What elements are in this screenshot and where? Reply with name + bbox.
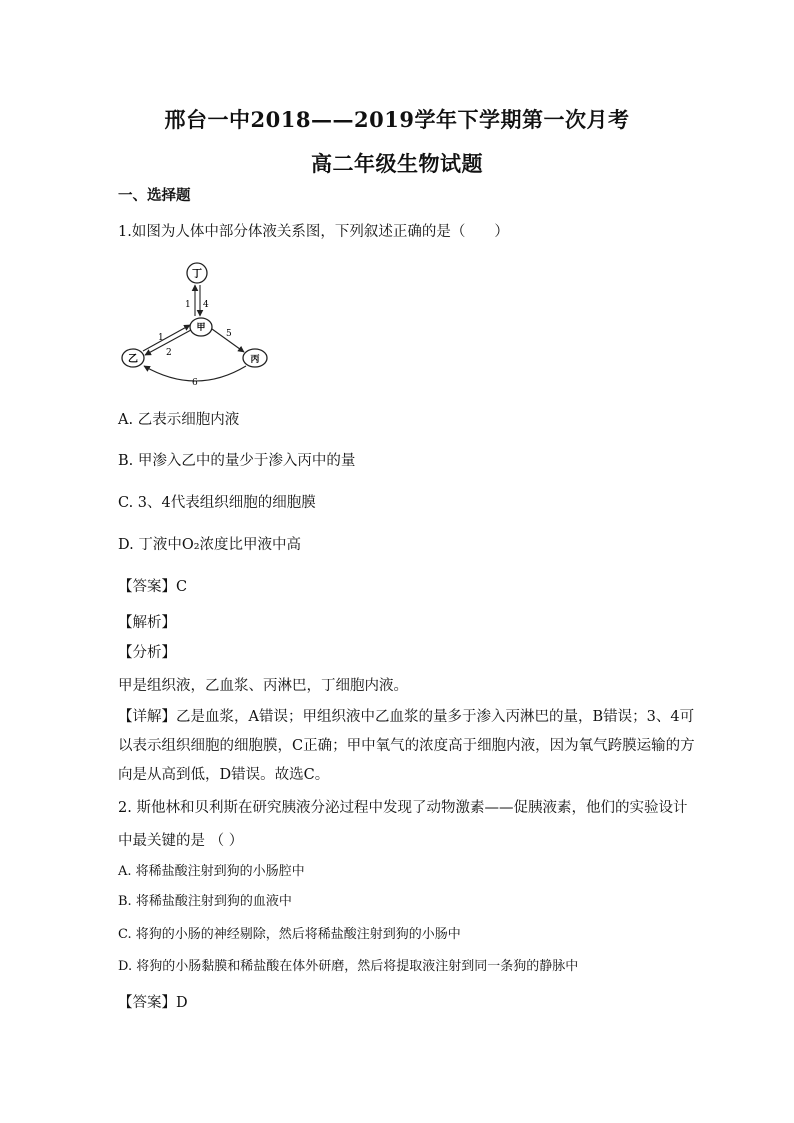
exam-subtitle: 高二年级生物试题 [311, 151, 483, 176]
q2-stem-line1: 2. 斯他林和贝利斯在研究胰液分泌过程中发现了动物激素——促胰液素，他们的实验设计 [118, 800, 688, 816]
arrow-5-label: 5 [226, 329, 232, 339]
node-yi [122, 349, 144, 367]
node-jia-label: 甲 [196, 323, 206, 333]
node-ding [187, 263, 207, 283]
arrow-3-label: 1 [185, 300, 191, 310]
q2-option-d: D. 将狗的小肠黏膜和稀盐酸在体外研磨，然后将提取液注射到同一条狗的静脉中 [118, 959, 579, 974]
q1-analysis-text: 甲是组织液，乙血浆、丙淋巴，丁细胞内液。 [118, 678, 408, 694]
q2-option-a: A. 将稀盐酸注射到狗的小肠腔中 [118, 864, 305, 879]
q1-option-c: C. 3、4代表组织细胞的细胞膜 [118, 495, 316, 511]
arrow-2-label: 2 [166, 348, 172, 358]
arrow-6-label: 6 [192, 378, 198, 388]
q2-option-c: C. 将狗的小肠的神经剔除，然后将稀盐酸注射到狗的小肠中 [118, 927, 461, 942]
section-heading: 一、选择题 [118, 187, 191, 204]
q2-stem-line2: 中最关键的是 （ ） [118, 833, 244, 849]
node-jia [190, 318, 212, 336]
q2-option-b: B. 将稀盐酸注射到狗的血液中 [118, 894, 292, 909]
arrow-1-label: 1 [158, 333, 164, 343]
exam-title: 邢台一中2018——2019学年下学期第一次月考 [164, 107, 630, 132]
q1-option-b: B. 甲渗入乙中的量少于渗入丙中的量 [118, 453, 356, 469]
arrow-4-label: 4 [203, 300, 209, 310]
node-bing-label: 丙 [250, 355, 260, 365]
node-bing [243, 349, 267, 367]
body-fluid-diagram [116, 258, 276, 388]
q2-answer: 【答案】D [118, 995, 188, 1011]
q1-analysis-sub: 【分析】 [118, 645, 176, 661]
q1-option-a: A. 乙表示细胞内液 [118, 412, 240, 428]
q1-analysis-heading: 【解析】 [118, 615, 176, 631]
q1-answer: 【答案】C [118, 579, 188, 595]
q1-detail: 【详解】乙是血浆，A错误；甲组织液中乙血浆的量多于渗入丙淋巴的量，B错误；3、4可以表示组织细胞的细胞膜，C正确；甲中氧气的浓度高于细胞内液，因为氧气跨膜运输的方向是从高到低，D错误。故选C。 [118, 709, 695, 783]
q1-stem: 1.如图为人体中部分体液关系图，下列叙述正确的是（ ） [118, 224, 509, 240]
q1-option-d: D. 丁液中O₂浓度比甲液中高 [118, 537, 302, 553]
node-yi-label: 乙 [128, 354, 138, 365]
node-ding-label: 丁 [192, 269, 202, 280]
